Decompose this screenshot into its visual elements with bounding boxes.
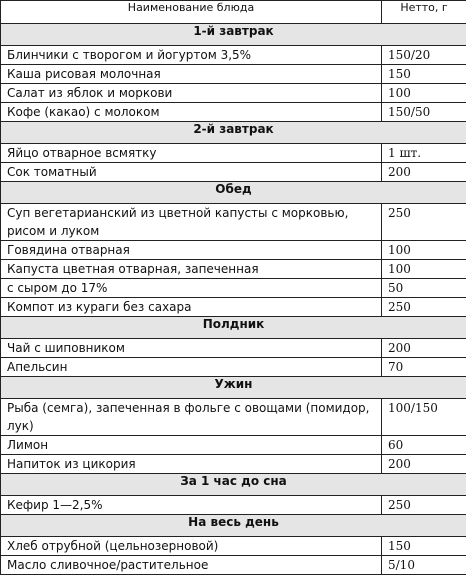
dish-name: Рыба (семга), запеченная в фольге с овощами (помидор, лук) <box>1 399 382 436</box>
dish-net-weight: 150/20 <box>382 46 466 65</box>
section-row <box>1 474 466 496</box>
dish-name: Яйцо отварное всмятку <box>1 144 382 163</box>
section-title: Обед <box>1 182 466 204</box>
menu-body <box>1 24 466 575</box>
section-title: 2-й завтрак <box>1 122 466 144</box>
section-row <box>1 24 466 46</box>
dish-net-weight: 100 <box>382 260 466 279</box>
dish-net-weight: 200 <box>382 339 466 358</box>
dish-name: Каша рисовая молочная <box>1 65 382 84</box>
dish-row <box>1 556 466 575</box>
dish-row <box>1 241 466 260</box>
dish-net-weight: 50 <box>382 279 466 298</box>
dish-net-weight: 5/10 <box>382 556 466 575</box>
dish-net-weight: 100 <box>382 84 466 103</box>
section-title: Полдник <box>1 317 466 339</box>
section-title: 1-й завтрак <box>1 24 466 46</box>
dish-row <box>1 455 466 474</box>
dish-row <box>1 260 466 279</box>
section-row <box>1 515 466 537</box>
section-row <box>1 377 466 399</box>
dish-name: с сыром до 17% <box>1 279 382 298</box>
dish-name: Салат из яблок и моркови <box>1 84 382 103</box>
dish-net-weight: 200 <box>382 455 466 474</box>
dish-row <box>1 204 466 241</box>
section-title: Ужин <box>1 377 466 399</box>
dish-row <box>1 496 466 515</box>
dish-row <box>1 279 466 298</box>
dish-net-weight: 150 <box>382 65 466 84</box>
dish-name: Масло сливочное/растительное <box>1 556 382 575</box>
dish-name: Капуста цветная отварная, запеченная <box>1 260 382 279</box>
section-title: На весь день <box>1 515 466 537</box>
dish-row <box>1 339 466 358</box>
dish-name: Суп вегетарианский из цветной капусты с морковью, рисом и луком <box>1 204 382 241</box>
dish-name: Компот из кураги без сахара <box>1 298 382 317</box>
header-net-weight: Нетто, г <box>382 1 466 24</box>
dish-net-weight: 100 <box>382 241 466 260</box>
dish-net-weight: 200 <box>382 163 466 182</box>
dish-row <box>1 103 466 122</box>
dish-net-weight: 250 <box>382 496 466 515</box>
section-row <box>1 317 466 339</box>
dish-row <box>1 84 466 103</box>
dish-row <box>1 46 466 65</box>
dish-row <box>1 144 466 163</box>
dish-net-weight: 250 <box>382 204 466 241</box>
dish-name: Апельсин <box>1 358 382 377</box>
dish-row <box>1 436 466 455</box>
dish-row <box>1 163 466 182</box>
header-dish-name: Наименование блюда <box>1 1 382 24</box>
dish-net-weight: 150/50 <box>382 103 466 122</box>
dish-name: Говядина отварная <box>1 241 382 260</box>
dish-net-weight: 1 шт. <box>382 144 466 163</box>
dish-name: Сок томатный <box>1 163 382 182</box>
dish-name: Кефир 1—2,5% <box>1 496 382 515</box>
dish-row <box>1 65 466 84</box>
header-row <box>1 1 466 24</box>
section-title: За 1 час до сна <box>1 474 466 496</box>
dish-net-weight: 150 <box>382 537 466 556</box>
dish-name: Напиток из цикория <box>1 455 382 474</box>
dish-name: Кофе (какао) с молоком <box>1 103 382 122</box>
dish-name: Чай с шиповником <box>1 339 382 358</box>
section-row <box>1 182 466 204</box>
dish-row <box>1 298 466 317</box>
dish-row <box>1 537 466 556</box>
dish-name: Блинчики с творогом и йогуртом 3,5% <box>1 46 382 65</box>
dish-net-weight: 60 <box>382 436 466 455</box>
section-row <box>1 122 466 144</box>
dish-name: Лимон <box>1 436 382 455</box>
dish-row <box>1 399 466 436</box>
dish-net-weight: 250 <box>382 298 466 317</box>
dish-net-weight: 70 <box>382 358 466 377</box>
dish-name: Хлеб отрубной (цельнозерновой) <box>1 537 382 556</box>
dish-row <box>1 358 466 377</box>
dish-net-weight: 100/150 <box>382 399 466 436</box>
